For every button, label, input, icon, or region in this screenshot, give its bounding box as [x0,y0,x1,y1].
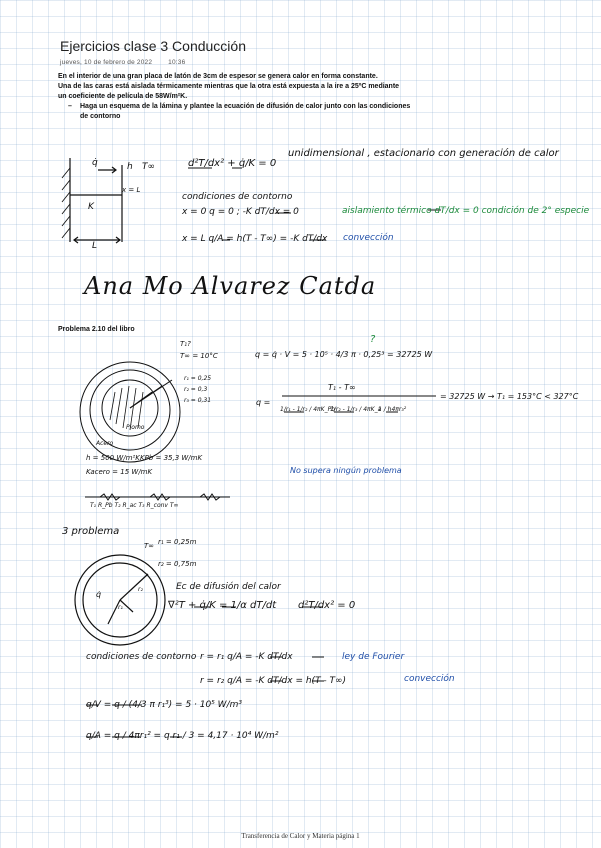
diffusion-equation-general: ∇²T + q̇/K = 1/α dT/dt [168,600,277,611]
label-k: K [88,202,94,212]
p3-boundary-2: r = r₂ q/A = -K dT/dx = h(T - T∞) [200,676,347,686]
statement-bullet: – Haga un esquema de la lámina y plantee la ecuación de difusión de calor junto con las condiciones [58,102,578,112]
label-plomo: Plomo [126,424,145,431]
p3-label-r1: r₁ [118,604,123,611]
label-x-eq-l: x = L [122,186,141,194]
p3-label-qdot: q̇ [96,590,102,599]
label-qdot: q̇ [92,158,98,168]
p3-boundary-1-note: ley de Fourier [342,652,405,662]
radius-2: r₂ = 0,3 [184,386,208,393]
page-footer: Transferencia de Calor y Materia página 1 [241,832,360,840]
heat-flux: q/A = q / 4πr₁² = q r₁ / 3 = 4,17 · 10⁴ W/m² [86,731,279,741]
p3-boundary-title: condiciones de contorno [86,652,197,662]
conclusion: No supera ningún problema [290,466,402,475]
radius-3: r₃ = 0,31 [184,397,212,404]
unknown-t1: T₁? [180,340,191,348]
label-length: L [92,241,98,251]
k-pb-value: KPb = 35,3 W/mK [140,454,203,462]
equation-note: unidimensional , estacionario con generación de calor [288,148,559,159]
boundary-condition-2: x = L q/A = h(T - T∞) = -K dT/dx [182,234,328,244]
thermal-circuit-labels: T₁ R_Pb T₂ R_ac T₃ R_conv T∞ [90,502,179,509]
statement-bullet-cont: de contorno [80,113,121,120]
plate-sketch [62,158,122,243]
boundary-condition-1: x = 0 q = 0 ; -K dT/dx = 0 [182,207,299,217]
k-acero-value: Kacero = 15 W/mK [86,468,153,476]
volumetric-generation: q/V = q / (4/3 π r₁³) = 5 · 10⁵ W/m³ [86,700,242,710]
h-value: h = 500 W/m²K [86,454,140,462]
boundary-condition-1-note: aislamiento térmico dT/dx = 0 condición de 2° especie [342,206,590,216]
question-mark: ? [370,334,376,345]
denominator-3: 1 / h4πr₃² [378,406,407,413]
statement-line-1: En el interior de una gran placa de latón de 3cm de espesor se genera calor en forma constante. [58,73,378,80]
radius-1: r₁ = 0,25 [184,375,212,382]
result: = 32725 W → T₁ = 153°C < 327°C [440,392,579,401]
page-date: jueves, 10 de febrero de 2022 [60,59,153,66]
page-time: 10:36 [168,59,186,66]
statement-line-3: un coeficiente de película de 58W/m²K. [58,93,188,100]
numerator: T₁ - T∞ [328,383,356,392]
diffusion-equation-simplified: d²T/dx² = 0 [298,600,356,611]
sphere-sketch-3 [75,555,165,645]
p3-radius-2: r₂ = 0,75m [158,560,197,568]
denominator-2: 1/r₂ - 1/r₃ / 4πK_a [330,406,382,413]
diffusion-equation: d²T/dx² + q̇/K = 0 [188,158,277,169]
p3-boundary-2-note: convección [404,674,455,684]
p3-radius-1: r₁ = 0,25m [158,538,197,546]
page-title: Ejercicios clase 3 Conducción [60,38,246,54]
t-inf-value: T∞ = 10°C [180,352,218,360]
problem-3-heading: 3 problema [62,526,120,537]
handwritten-signature: Ana Mo Alvarez Catda [84,272,377,300]
diffusion-title: Ec de difusión del calor [176,582,281,592]
thermal-circuit [85,494,230,500]
problem-2-heading: Problema 2.10 del libro [58,326,135,333]
label-tinf: T∞ [142,162,155,172]
boundary-condition-2-note: convección [343,233,394,243]
p3-tinf: T∞ [144,542,155,550]
label-acero: Acero [96,440,114,447]
sphere-sketch-2 [80,362,180,462]
q-label: q = [256,398,271,407]
heat-generation-equation: q = q̇ · V = 5 · 10⁵ · 4/3 π · 0,25³ = 32725 W [255,350,433,359]
label-h: h [127,162,133,172]
boundary-conditions-title: condiciones de contorno [182,192,293,202]
p3-label-r2: r₂ [138,586,143,593]
statement-line-2: Una de las caras está aislada térmicamente mientras que la otra está expuesta a la ire a 25ºC mediante [58,83,400,90]
denominator-1: 1/r₁ - 1/r₂ / 4πK_Pb [280,406,336,413]
p3-boundary-1: r = r₁ q/A = -K dT/dx [200,652,293,662]
